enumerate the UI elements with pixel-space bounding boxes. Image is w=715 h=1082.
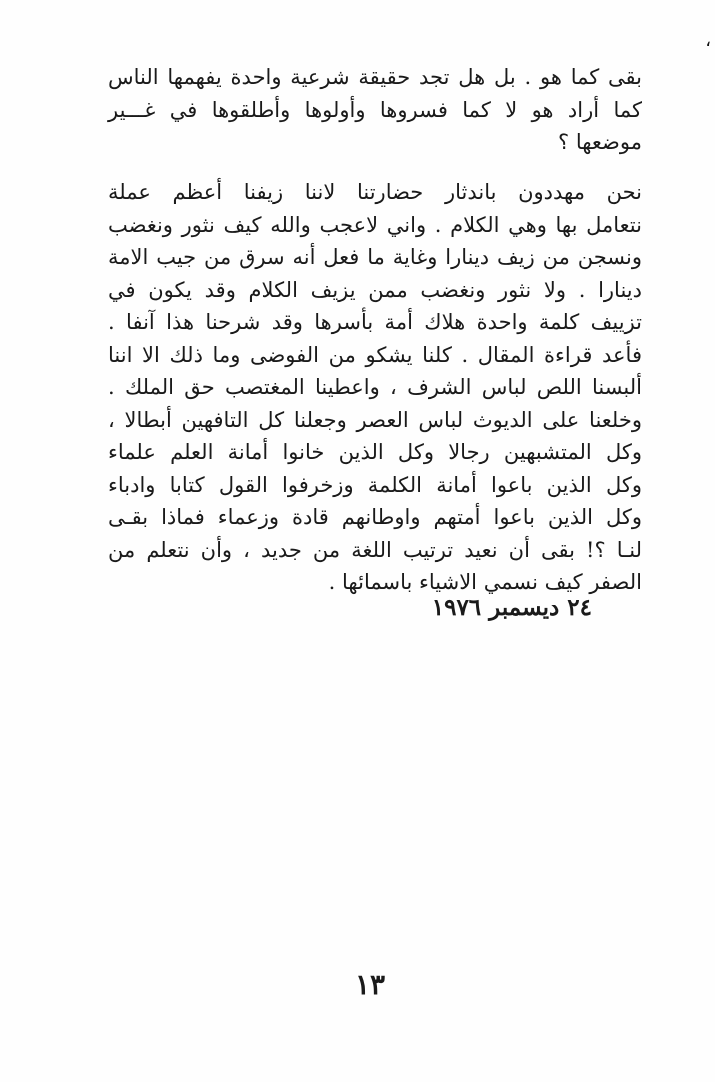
paragraph-2-line: نحن مهددون باندثار حضارتنا لاننا زيفنا أعظم عملة	[108, 180, 642, 204]
paragraph-2-line: نتعامل بها وهي الكلام . واني لاعجب والله كيف نثور ونغضب	[108, 212, 642, 237]
paragraph-2-line: وكل الذين باعوا أمتهم واوطانهم قادة وزعماء فماذا بقـى	[108, 505, 642, 529]
paragraph-2-line: الصفر كيف نسمي الاشياء باسمائها .	[328, 570, 642, 594]
paragraph-2-line: دينارا . ولا نثور ونغضب ممن يزيف الكلام وقد يكون في	[108, 277, 642, 302]
paragraph-2-line: وكل المتشبهين رجالا وكل الذين خانوا أمانة العلم علماء	[108, 440, 642, 464]
paragraph-2-line: وخلعنا على الديوث لباس العصر وجعلنا كل التافهين أبطالا ،	[108, 407, 642, 432]
page-number: ١٣	[354, 968, 386, 1001]
paragraph-1-line: كما أراد هو لا كما فسروها وأولوها وأطلقوها في غـــير	[108, 97, 642, 122]
paragraph-1-line: موضعها ؟	[558, 130, 642, 154]
paragraph-2-line: ألبسنا اللص لباس الشرف ، واعطينا المغتصب حق الملك .	[108, 375, 642, 399]
date-line: ٢٤ ديسمبر ١٩٧٦	[431, 594, 592, 621]
paragraph-2-line: فأعد قراءة المقال . كلنا يشكو من الفوضى وما ذلك الا اننا	[108, 342, 642, 367]
paragraph-2-line: وكل الذين باعوا أمانة الكلمة وزخرفوا القول كتابا وادباء	[108, 472, 642, 497]
paragraph-2-line: لنـا ؟! بقى أن نعيد ترتيب اللغة من جديد ، وأن نتعلم من	[108, 537, 642, 562]
paragraph-1	[108, 61, 642, 159]
paragraph-1-line: بقى كما هو . بل هل تجد حقيقة شرعية واحدة يفهمها الناس	[108, 65, 642, 89]
corner-mark: ،	[705, 30, 711, 51]
paragraph-2-line: تزييف كلمة واحدة هلاك أمة بأسرها وقد شرحنا هذا آنفا .	[108, 310, 642, 334]
paragraph-2-line: ونسجن من زيف دينارا وغاية ما فعل أنه سرق من جيب الامة	[108, 245, 642, 269]
paragraph-2	[108, 176, 642, 599]
